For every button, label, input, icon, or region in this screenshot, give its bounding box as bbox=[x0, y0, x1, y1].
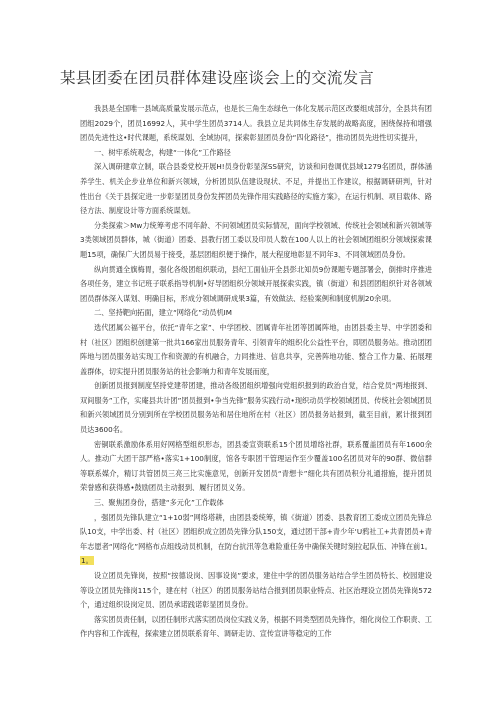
paragraph-research: 深入调研建章立制，联合县委党校开展H!员身份彰显深SS研究，访谈和问卷调优县域1279名团员，群体涵养学生、机关企步业单位和新兴领域，分析团员队伍建设现状、不足，并提出工作建议，根据调研研判，针对性出台《关于县探定进一步彰显团员身份发挥团员先锋作用实践路径的实施方案》，在运行机制、项目载体、路径方法、制度设计等方面系统谋划。 bbox=[80, 162, 432, 216]
paragraph-contact: 密铜联系激励体系用好网格型组织形态，团县委宣资联系15个团员增络社群，联系覆盖团员有年1600余人。推动广大团干部严格•落实1+100制度，馆各专职团干管理运作至少覆盖100名团员对年的90群、微信群等联系媒介，精订共管团员三亮三比实施意见，创新开发团员“青想卡”细化共有团员积分礼通措施，提升团员荣誉感和获得感•鼓励团员主动报到、履行团员义务。 bbox=[80, 439, 432, 493]
section-heading-2: 二、坚持靶向拓面，建立“网络化”动员机IM bbox=[94, 308, 232, 318]
paragraph-vanguard bbox=[80, 511, 432, 569]
document-title: 某县团委在团员群体建设座谈会上的交流发言 bbox=[60, 69, 375, 87]
paragraph-responsibility: 落实团员责任制，以团任制形式落实团员岗位实践义务，根据不同类型团员先锋作，细化岗位工作职责、工作内容和工作流程，探索建立团员联系育年、调研走访、宣传宣讲等稳定的工作 bbox=[80, 614, 432, 639]
document-body bbox=[80, 102, 432, 642]
paragraph-posts: 设立团员先锋岗，按照“按德设岗、因事设岗”要求，建住中学的团员服务站结合学生团员特长、校园建设等设立团员先锋岗115个，建在村（社区）的团员服务站结合报到团员职业特点、社区治理设立团员先锋岗572个，通过组织设岗定员、团员承诺践诺彰显团员身份。 bbox=[80, 571, 432, 610]
vanguard-text: ，强团员先锋队建立“1+10弱”网络塔耕，由团县委统筹，镇《街道）团委、县教育团工委成立团员先锋总队10支，中学出委、村（社区）团组织成立团员先锋分队150支，通过团干部+青少年‘U鸦社工+共青团员+青年志愿者“网络化”网格布点组线动员机制，在防台抗汛等急难险重任务中确保关键时刻拉起队伍、冲锋在前1。 bbox=[80, 512, 432, 551]
paragraph-report: 创新团员报到制度坚持党建带团建，推动各级团组织增强向党组织报到的政治自觉，结合党员“两地报到、双间服务”工作，实庵县共计团”团员报到•争当先锋”服务实践行动•现织动员学校领域团员、传统社会领域团员和新兴领域团员分别到所在学校团员服务站和居住地所在村（社区）团员报务站报到，截至目前，累计报到团员达3600名。 bbox=[80, 381, 432, 435]
paragraph-classified: 分类探索＞Mw力统筹考虑不同年龄、不问领域团员实际情况，面向学校领域、传统社会领域和新兴领域等3类领域团员群体，城（街道）团委、县教行团工委以及印员人数在100人以上的社会领域团组织分领域探索课题15项，确保广大团员易于接受，基层团组织便于操作，展大程度地彰显不同年3、不同领域团员身份。 bbox=[80, 220, 432, 259]
paragraph-intro: 我县是全国唯一县域高质量发展示范点，也是长三角生态绿色一体化发展示范区改要组成部分，全县共有团团组2029个，团员16992人，其中学生团员3714人。我县立足共同体生存发展的战略高度，困绕保持和增强团员先进性这•时代课题，系统谋划、全域协同，探索彰显团员身份“四化路径”，推动团员先进性切实提升， bbox=[80, 104, 432, 143]
section-heading-3: 三、聚焦团身份，搭建“多元化”工作载体 bbox=[94, 498, 224, 508]
section-heading-1: 一、树牢系统观念，构建“一体化”工作路径 bbox=[94, 147, 231, 157]
paragraph-platform: 选代团属公福平台，依托“青年之家”、中学团校、团属青年社团等团属阵地，由团县委主导、中学团委和村（社区）团组织创建第一批共166家出员服务青年、引领青年的组织化公益性平台，即团员服务站。推动团团阵地与团员服务站实现工作和资源的有机融合，力同推进、信息共享，完善阵地功能、整合工作力量、拓展理盖群体，切实提升团员服务站的社会影响力和青年发展而度， bbox=[80, 322, 432, 376]
highlight-mark: 1。 bbox=[81, 556, 93, 566]
paragraph-vertical: 纵向贯通全旗梅胃，强化各级团组织联动，县纪工面仙开全县彭北知员9份课题专题部署会，倒排时序推进各项任务，建立书记班子联系指导机制•好导团组织分领域开展探索实践，镇（街道）和县团团组织针对各领域团员群体深入谋划、明确目标，形成分领域调研成果3篇，有效做法、经验案例和制度机制20余项。 bbox=[80, 264, 432, 303]
